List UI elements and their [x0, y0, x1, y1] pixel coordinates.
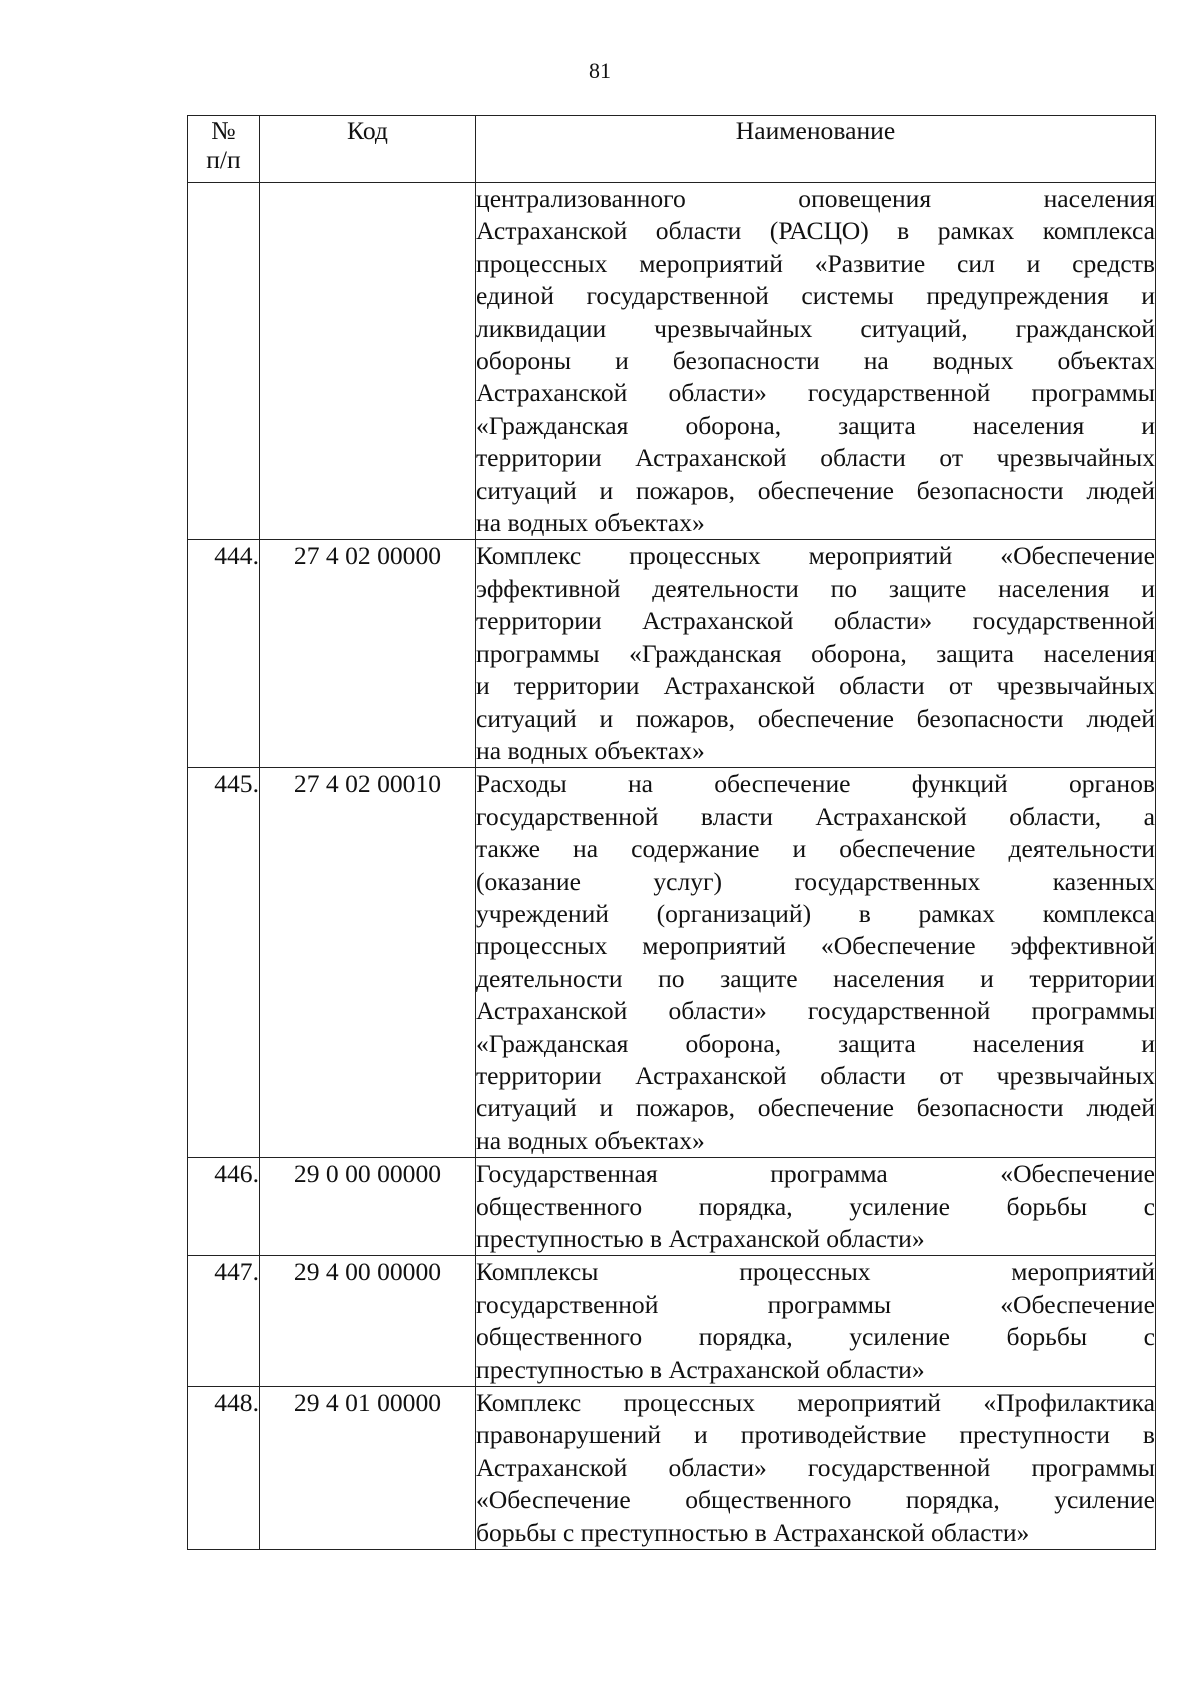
row-name-line: процессных мероприятий «Обеспечение эффективной [476, 931, 1155, 961]
row-number-cell: 444. [188, 540, 260, 768]
header-number-cell [188, 116, 260, 183]
classification-table [187, 115, 1156, 1550]
row-code-cell [260, 183, 476, 540]
row-name-line: преступностью в Астраханской области» [476, 1354, 925, 1384]
table-row [188, 1256, 1156, 1387]
row-name-line: ликвидации чрезвычайных ситуаций, гражданской [476, 313, 1155, 343]
table-body [188, 183, 1156, 1550]
header-number-symbol: № [211, 116, 236, 145]
row-name-line: Астраханской области» государственной программы [476, 378, 1155, 408]
row-name-line: борьбы с преступностью в Астраханской области» [476, 1517, 1030, 1547]
table-header [188, 116, 1156, 183]
row-name-line: Астраханской области (РАСЦО) в рамках комплекса [476, 216, 1155, 246]
row-name-line: эффективной деятельности по защите населения и [476, 573, 1155, 603]
row-name-line: единой государственной системы предупреждения и [476, 281, 1155, 311]
row-number-cell: 446. [188, 1158, 260, 1256]
row-name-line: Астраханской области» государственной программы [476, 1452, 1155, 1482]
row-name-line: правонарушений и противодействие преступности в [476, 1420, 1155, 1450]
row-name-line: на водных объектах» [476, 1125, 705, 1155]
row-name-line: централизованного оповещения населения [476, 184, 1155, 213]
row-number-cell [188, 183, 260, 540]
table-row [188, 183, 1156, 540]
row-name-line: Комплекс процессных мероприятий «Профилактика [476, 1388, 1155, 1418]
row-name-cell [476, 1256, 1156, 1387]
row-name-line: на водных объектах» [476, 508, 705, 538]
row-name-line: Комплексы процессных мероприятий [476, 1257, 1155, 1287]
row-name-line: Расходы на обеспечение функций органов [476, 769, 1155, 799]
row-number-cell: 447. [188, 1256, 260, 1387]
row-name-line: ситуаций и пожаров, обеспечение безопасности людей [476, 1093, 1155, 1123]
row-name-cell [476, 768, 1156, 1158]
row-code-cell: 29 4 00 00000 [260, 1256, 476, 1387]
row-code-cell: 27 4 02 00010 [260, 768, 476, 1158]
row-name-cell [476, 183, 1156, 540]
row-name-line: ситуаций и пожаров, обеспечение безопасности людей [476, 703, 1155, 733]
table-row [188, 540, 1156, 768]
row-code-cell: 27 4 02 00000 [260, 540, 476, 768]
row-name-line: преступностью в Астраханской области» [476, 1224, 925, 1253]
header-number-abbr: п/п [206, 145, 241, 174]
header-name-cell [476, 116, 1156, 183]
row-name-cell [476, 540, 1156, 768]
table-row [188, 1158, 1156, 1256]
row-name-line: государственной власти Астраханской области, а [476, 801, 1155, 831]
row-name-line: учреждений (организаций) в рамках комплекса [476, 898, 1155, 928]
row-name-line: и территории Астраханской области от чрезвычайных [476, 671, 1155, 701]
row-name-line: «Гражданская оборона, защита населения и [476, 1028, 1155, 1058]
row-number-cell: 448. [188, 1387, 260, 1550]
row-name-line: территории Астраханской области от чрезвычайных [476, 1060, 1155, 1090]
row-name-line: (оказание услуг) государственных казенных [476, 866, 1155, 896]
row-name-cell [476, 1158, 1156, 1256]
row-name-line: на водных объектах» [476, 735, 705, 765]
row-name-line: общественного порядка, усиление борьбы с [476, 1191, 1155, 1221]
row-name-line: деятельности по защите населения и территории [476, 963, 1155, 993]
row-code-cell: 29 4 01 00000 [260, 1387, 476, 1550]
row-name-line: территории Астраханской области» государственной [476, 606, 1155, 636]
row-code-cell: 29 0 00 00000 [260, 1158, 476, 1256]
row-name-line: обороны и безопасности на водных объектах [476, 346, 1155, 376]
header-row [188, 116, 1156, 183]
row-number-cell: 445. [188, 768, 260, 1158]
row-name-line: также на содержание и обеспечение деятельности [476, 834, 1155, 864]
row-name-cell [476, 1387, 1156, 1550]
table-row [188, 768, 1156, 1158]
header-name-label: Наименование [735, 116, 896, 145]
row-name-line: «Гражданская оборона, защита населения и [476, 410, 1155, 440]
row-name-line: ситуаций и пожаров, обеспечение безопасности людей [476, 475, 1155, 505]
row-name-line: Комплекс процессных мероприятий «Обеспечение [476, 541, 1155, 571]
row-name-line: процессных мероприятий «Развитие сил и средств [476, 248, 1155, 278]
row-name-line: государственной программы «Обеспечение [476, 1289, 1155, 1319]
header-code-cell [260, 116, 476, 183]
row-name-line: Астраханской области» государственной программы [476, 996, 1155, 1026]
row-name-line: общественного порядка, усиление борьбы с [476, 1322, 1155, 1352]
row-name-line: территории Астраханской области от чрезвычайных [476, 443, 1155, 473]
row-name-line: Государственная программа «Обеспечение [476, 1159, 1155, 1189]
table-row [188, 1387, 1156, 1550]
header-code-label: Код [347, 116, 388, 145]
row-name-line: «Обеспечение общественного порядка, усиление [476, 1485, 1155, 1515]
page-number: 81 [589, 58, 611, 83]
row-name-line: программы «Гражданская оборона, защита населения [476, 638, 1155, 668]
